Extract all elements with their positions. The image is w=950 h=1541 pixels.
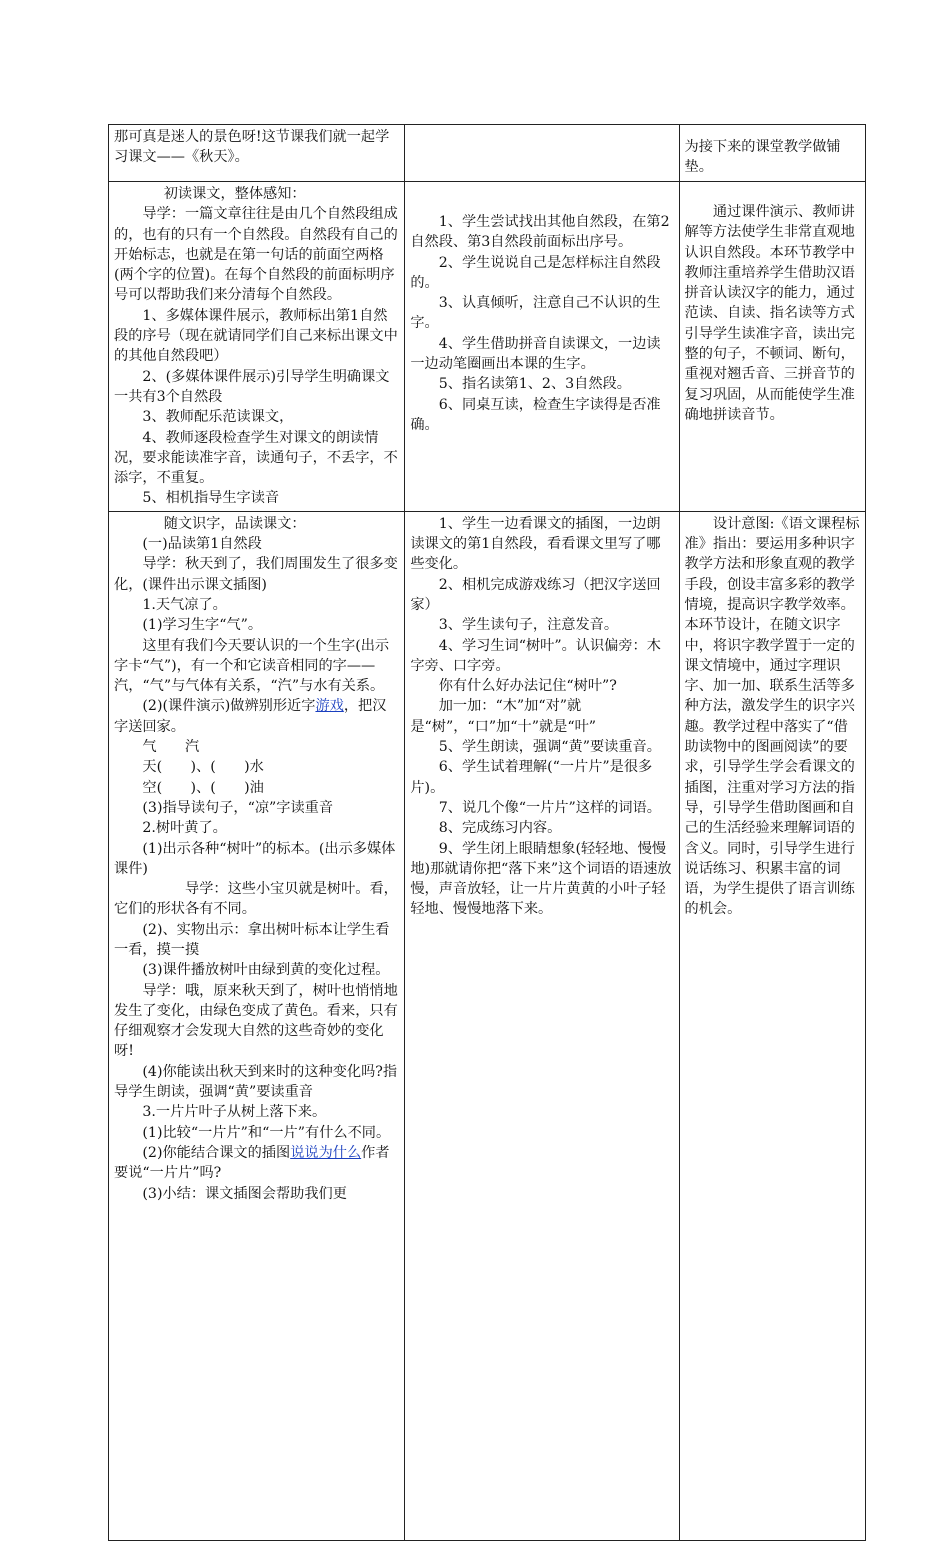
text-paragraph: 9、学生闭上眼睛想象(轻轻地、慢慢地)那就请你把“落下来”这个词语的语速放慢，声音放轻，让一片片黄黄的小叶子轻轻地、慢慢地落下来。 [410, 840, 672, 918]
text-paragraph: 导学：这些小宝贝就是树叶。看，它们的形状各有不同。 [114, 881, 398, 918]
text-paragraph: 这里有我们今天要认识的一个生字(出示字卡“气”)，有一个和它读音相同的字——汽，“气”与气体有关系，“汽”与水有关系。 [114, 637, 390, 695]
text-paragraph: 1、学生尝试找出其他自然段，在第2自然段、第3自然段前面标出序号。 [410, 214, 670, 251]
design-intent-cell [679, 182, 865, 512]
text-paragraph: 5、学生朗读，强调“黄”要读重音。 [438, 739, 661, 756]
character-pair: 气 汽 [142, 739, 200, 756]
text-paragraph: 2、相机完成游戏练习（把汉字送回家） [410, 576, 661, 613]
student-activity-cell [405, 511, 679, 1540]
student-activity-cell [405, 182, 679, 512]
text-paragraph: 7、说几个像“一片片”这样的词语。 [438, 799, 661, 816]
text-paragraph: 8、完成练习内容。 [438, 820, 562, 837]
text-span: 作者要说“一片片”吗? [114, 1144, 390, 1182]
text-paragraph [114, 696, 399, 737]
exercise-line: 空( )、( )油 [142, 779, 264, 796]
text-paragraph: 3、学生读句子，注意发音。 [438, 617, 619, 634]
teacher-activity-cell [109, 182, 405, 512]
text-paragraph: (2)、实物出示：拿出树叶标本让学生看一看，摸一摸 [114, 921, 390, 958]
text-paragraph: 加一加：“木”加“对”就是“树”，“口”加“十”就是“叶” [410, 698, 597, 735]
text-paragraph: (1)比较“一片片”和“一片”有什么不同。 [142, 1124, 391, 1141]
game-link[interactable]: 游戏 [315, 698, 344, 715]
design-intent-cell [679, 511, 865, 1540]
text-paragraph: 3、认真倾听，注意自己不认识的生字。 [410, 295, 661, 332]
text-paragraph: (3)课件播放树叶由绿到黄的变化过程。 [142, 962, 390, 979]
text-paragraph: 1、学生一边看课文的插图，一边朗读课文的第1自然段，看看课文里写了哪些变化。 [410, 515, 661, 573]
table-row [109, 182, 866, 512]
text-paragraph: 导学：秋天到了，我们周围发生了很多变化，(课件出示课文插图) [114, 556, 398, 593]
text-paragraph: 那可真是迷人的景色呀!这节课我们就一起学习课文——《秋天》。 [114, 129, 390, 166]
exercise-line: 天( )、( )水 [142, 759, 264, 776]
text-paragraph: 3、教师配乐范读课文， [142, 409, 294, 426]
text-span: (2)(课件演示)做辨别形近字 [142, 698, 316, 715]
text-paragraph: (1)出示各种“树叶”的标本。(出示多媒体课件) [114, 840, 396, 877]
text-paragraph: 导学：一篇文章往往是由几个自然段组成的，也有的只有一个自然段。自然段有自己的开始标志，也就是在第一句话的前面空两格(两个字的位置)。在每个自然段的前面标明序号可以帮助我们来分清每个自然段。 [114, 206, 398, 304]
text-paragraph: (一)品读第1自然段 [142, 536, 262, 553]
text-paragraph: (4)你能读出秋天到来时的这种变化吗?指导学生朗读，强调“黄”要读重音 [114, 1063, 398, 1101]
section-heading: 随文识字，品读课文： [163, 515, 306, 532]
teacher-activity-cell [109, 511, 405, 1540]
text-paragraph: 5、相机指导生字读音 [142, 490, 280, 507]
text-paragraph: 设计意图:《语文课程标准》指出：要运用多种识字教学方法和形象直观的教学手段，创设丰富多彩的教学情境，提高识字教学效率。本环节设计，在随文识字中，将识字教学置于一定的课文情境中，通过字理识字、加一加、联系生活等多种方法，激发学生的识字兴趣。教学过程中落实了“借助读物中的图画阅读”的要求，引导学生学会看课文的插图，注重对学习方法的指导，引导学生借助图画和自己的生活经验来理解词语的含义。同时，引导学生进行说话练习、积累丰富的词语，为学生提供了语言训练的机会。 [684, 515, 860, 918]
teacher-activity-cell [109, 125, 405, 182]
text-paragraph: 2.树叶黄了。 [142, 820, 227, 837]
text-paragraph: 导学：哦，原来秋天到了，树叶也悄悄地发生了变化，由绿色变成了黄色。看来，只有仔细观察才会发现大自然的这些奇妙的变化呀! [114, 982, 398, 1060]
text-paragraph: 2、(多媒体课件展示)引导学生明确课文一共有3个自然段 [114, 368, 390, 405]
text-paragraph: (1)学习生字“气”。 [142, 617, 263, 634]
text-paragraph [114, 1143, 399, 1184]
text-paragraph: 3.一片片叶子从树上落下来。 [142, 1104, 327, 1121]
text-paragraph: 为接下来的课堂教学做铺垫。 [684, 139, 841, 176]
text-span: ，把汉字送回家。 [114, 698, 387, 735]
student-activity-cell [405, 125, 679, 182]
table-row [109, 125, 866, 182]
text-span: (2)你能结合课文的插图 [142, 1144, 291, 1161]
text-paragraph: 1、多媒体课件展示，教师标出第1自然段的序号（现在就请同学们自己来标出课文中的其他自然段吧） [114, 307, 398, 365]
design-intent-cell [679, 125, 865, 182]
text-paragraph: 4、学生借助拼音自读课文，一边读一边动笔圈画出本课的生字。 [410, 335, 661, 373]
text-paragraph: 通过课件演示、教师讲解等方法使学生非常直观地认识自然段。本环节教学中教师注重培养学生借助汉语拼音认读汉字的能力，通过范读、自读、指名读等方式引导学生读准字音，读出完整的句子，不顿词、断句，重视对翘舌音、三拼音节的复习巩固，从而能使学生准确地拼读音节。 [684, 204, 855, 423]
text-paragraph: 2、学生说说自己是怎样标注自然段的。 [410, 254, 661, 291]
lesson-plan-table [108, 124, 866, 1541]
section-heading: 初读课文，整体感知： [163, 186, 306, 202]
table-row [109, 511, 866, 1540]
text-paragraph: 4、学习生词“树叶”。认识偏旁：木字旁、口字旁。 [410, 637, 661, 674]
text-paragraph: 4、教师逐段检查学生对课文的朗读情况，要求能读准字音，读通句子，不丢字，不添字，不重复。 [114, 429, 398, 487]
explain-link[interactable]: 说说为什么 [290, 1144, 362, 1161]
text-paragraph: 你有什么好办法记住“树叶”? [438, 678, 617, 695]
text-paragraph: 1.天气凉了。 [142, 596, 227, 613]
text-paragraph: (3)指导读句子，“凉”字读重音 [142, 799, 334, 816]
text-paragraph: 5、指名读第1、2、3自然段。 [438, 376, 631, 393]
text-paragraph: 6、学生试着理解(“一片片”是很多片)。 [410, 759, 653, 796]
text-paragraph: (3)小结：课文插图会帮助我们更 [142, 1185, 347, 1202]
text-paragraph: 6、同桌互读，检查生字读得是否准确。 [410, 396, 661, 433]
